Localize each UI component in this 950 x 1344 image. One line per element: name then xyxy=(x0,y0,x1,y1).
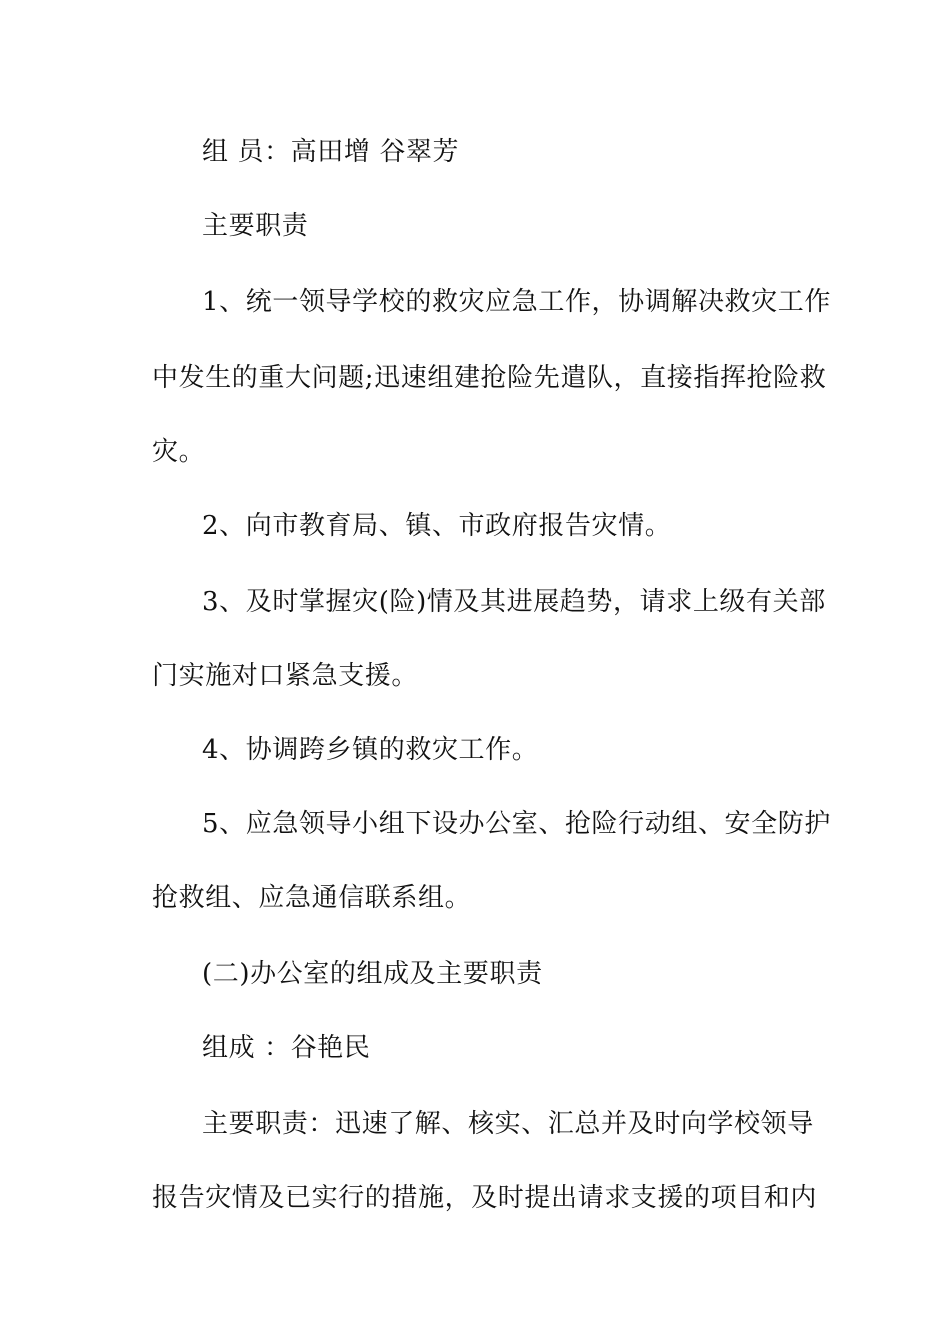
paragraph-line: 3、及时掌握灾(险)情及其进展趋势，请求上级有关部 xyxy=(202,587,826,617)
paragraph-line: 抢救组、应急通信联系组。 xyxy=(152,883,472,913)
section-heading-responsibilities: 主要职责 xyxy=(202,211,309,241)
composition-line: 组成 ：谷艳民 xyxy=(202,1033,371,1063)
paragraph-line: 主要职责：迅速了解、核实、汇总并及时向学校领导 xyxy=(202,1109,814,1139)
member-line: 组 员：高田增 谷翠芳 xyxy=(202,137,460,167)
paragraph-line: 中发生的重大问题;迅速组建抢险先遣队，直接指挥抢险救 xyxy=(152,363,827,393)
paragraph-line: 灾。 xyxy=(152,437,206,467)
paragraph-line: 2、向市教育局、镇、市政府报告灾情。 xyxy=(202,511,672,541)
paragraph-line: 1、统一领导学校的救灾应急工作，协调解决救灾工作 xyxy=(202,287,831,317)
section-heading-office: (二)办公室的组成及主要职责 xyxy=(202,959,543,989)
paragraph-line: 4、协调跨乡镇的救灾工作。 xyxy=(202,735,539,765)
paragraph-line: 门实施对口紧急支援。 xyxy=(152,661,419,691)
paragraph-line: 报告灾情及已实行的措施，及时提出请求支援的项目和内 xyxy=(152,1183,818,1213)
paragraph-line: 5、应急领导小组下设办公室、抢险行动组、安全防护 xyxy=(202,809,831,839)
